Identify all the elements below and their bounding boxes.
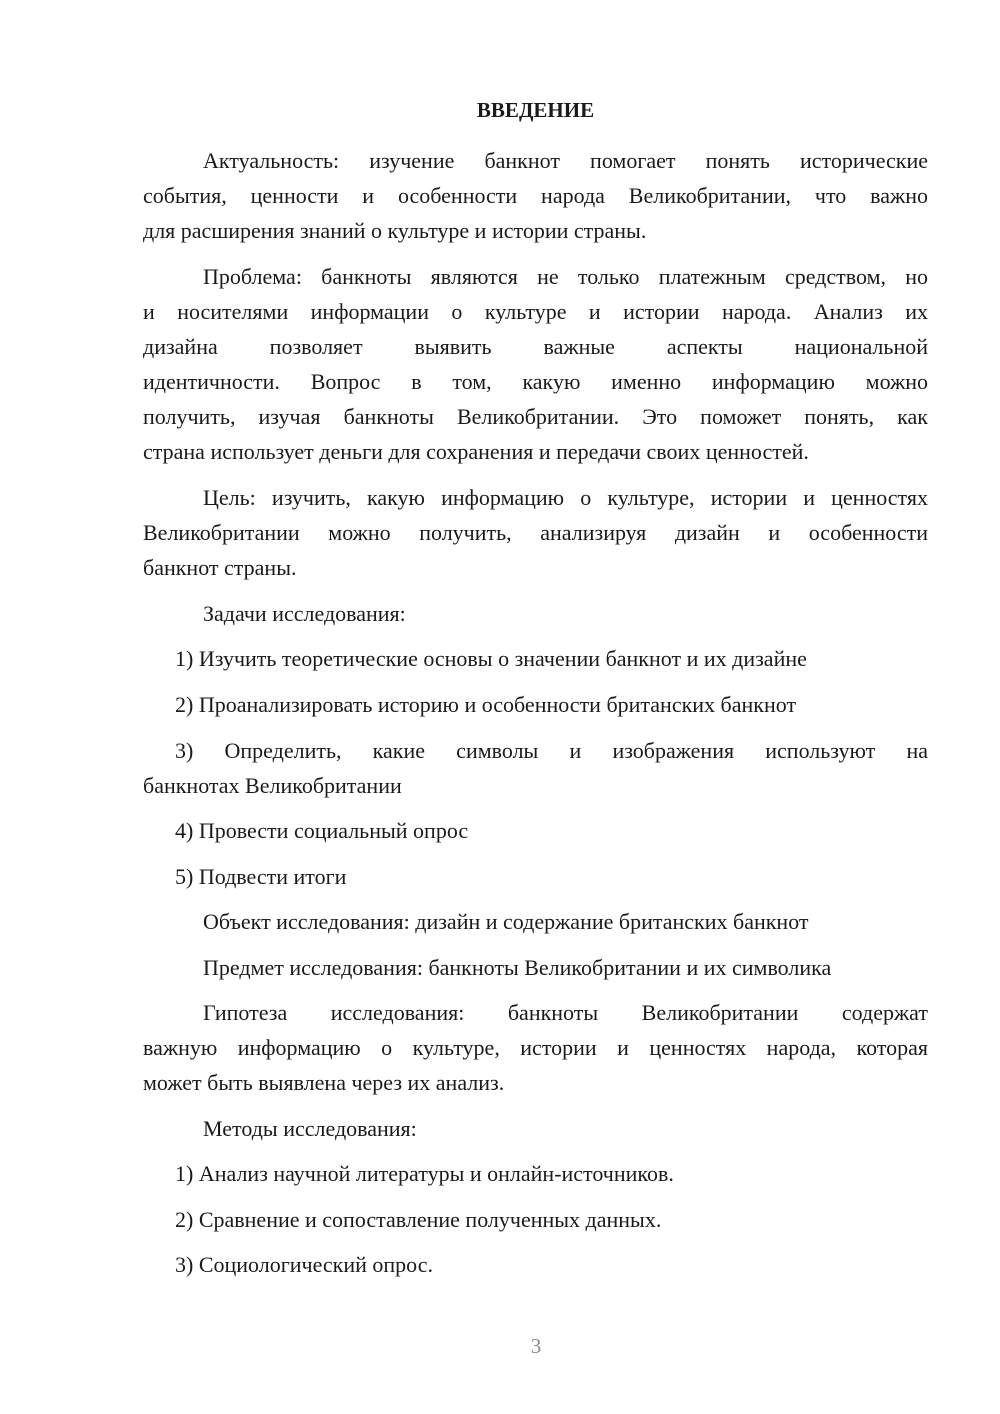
tasks-heading: Задачи исследования:: [203, 601, 406, 626]
hypothesis-line-1: Гипотеза исследования: банкноты Великобритании содержат: [203, 1000, 928, 1025]
section-heading: ВВЕДЕНИЕ: [476, 98, 595, 122]
goal-line-3: банкнот страны.: [143, 555, 297, 580]
task-item-3-line-1: 3) Определить, какие символы и изображения используют на: [175, 738, 928, 763]
task-item-2: 2) Проанализировать историю и особенности британских банкнот: [175, 692, 797, 717]
problem-line-2: и носителями информации о культуре и истории народа. Анализ их: [143, 299, 928, 324]
hypothesis-line-3: может быть выявлена через их анализ.: [143, 1070, 505, 1095]
task-item-1: 1) Изучить теоретические основы о значении банкнот и их дизайне: [175, 646, 807, 671]
method-item-3: 3) Социологический опрос.: [175, 1252, 433, 1277]
task-item-5: 5) Подвести итоги: [175, 864, 347, 889]
page-number: 3: [530, 1334, 542, 1358]
method-item-1: 1) Анализ научной литературы и онлайн-источников.: [175, 1161, 674, 1186]
methods-heading: Методы исследования:: [203, 1116, 417, 1141]
relevance-line-3: для расширения знаний о культуре и истории страны.: [143, 218, 647, 243]
method-item-2: 2) Сравнение и сопоставление полученных данных.: [175, 1207, 662, 1232]
problem-line-4: идентичности. Вопрос в том, какую именно информацию можно: [143, 369, 928, 394]
relevance-line-2: события, ценности и особенности народа Великобритании, что важно: [143, 183, 928, 208]
problem-line-5: получить, изучая банкноты Великобритании. Это поможет понять, как: [143, 404, 928, 429]
hypothesis-line-2: важную информацию о культуре, истории и ценностях народа, которая: [143, 1035, 928, 1060]
research-subject: Предмет исследования: банкноты Великобритании и их символика: [203, 955, 832, 980]
task-item-4: 4) Провести социальный опрос: [175, 818, 469, 843]
research-object: Объект исследования: дизайн и содержание британских банкнот: [203, 909, 809, 934]
relevance-line-1: Актуальность: изучение банкнот помогает понять исторические: [203, 148, 928, 173]
task-item-3-line-2: банкнотах Великобритании: [143, 773, 402, 798]
problem-line-3: дизайна позволяет выявить важные аспекты национальной: [143, 334, 928, 359]
problem-line-6: страна использует деньги для сохранения и передачи своих ценностей.: [143, 439, 809, 464]
goal-line-2: Великобритании можно получить, анализируя дизайн и особенности: [143, 520, 928, 545]
problem-line-1: Проблема: банкноты являются не только платежным средством, но: [203, 264, 928, 289]
goal-line-1: Цель: изучить, какую информацию о культуре, истории и ценностях: [203, 485, 928, 510]
